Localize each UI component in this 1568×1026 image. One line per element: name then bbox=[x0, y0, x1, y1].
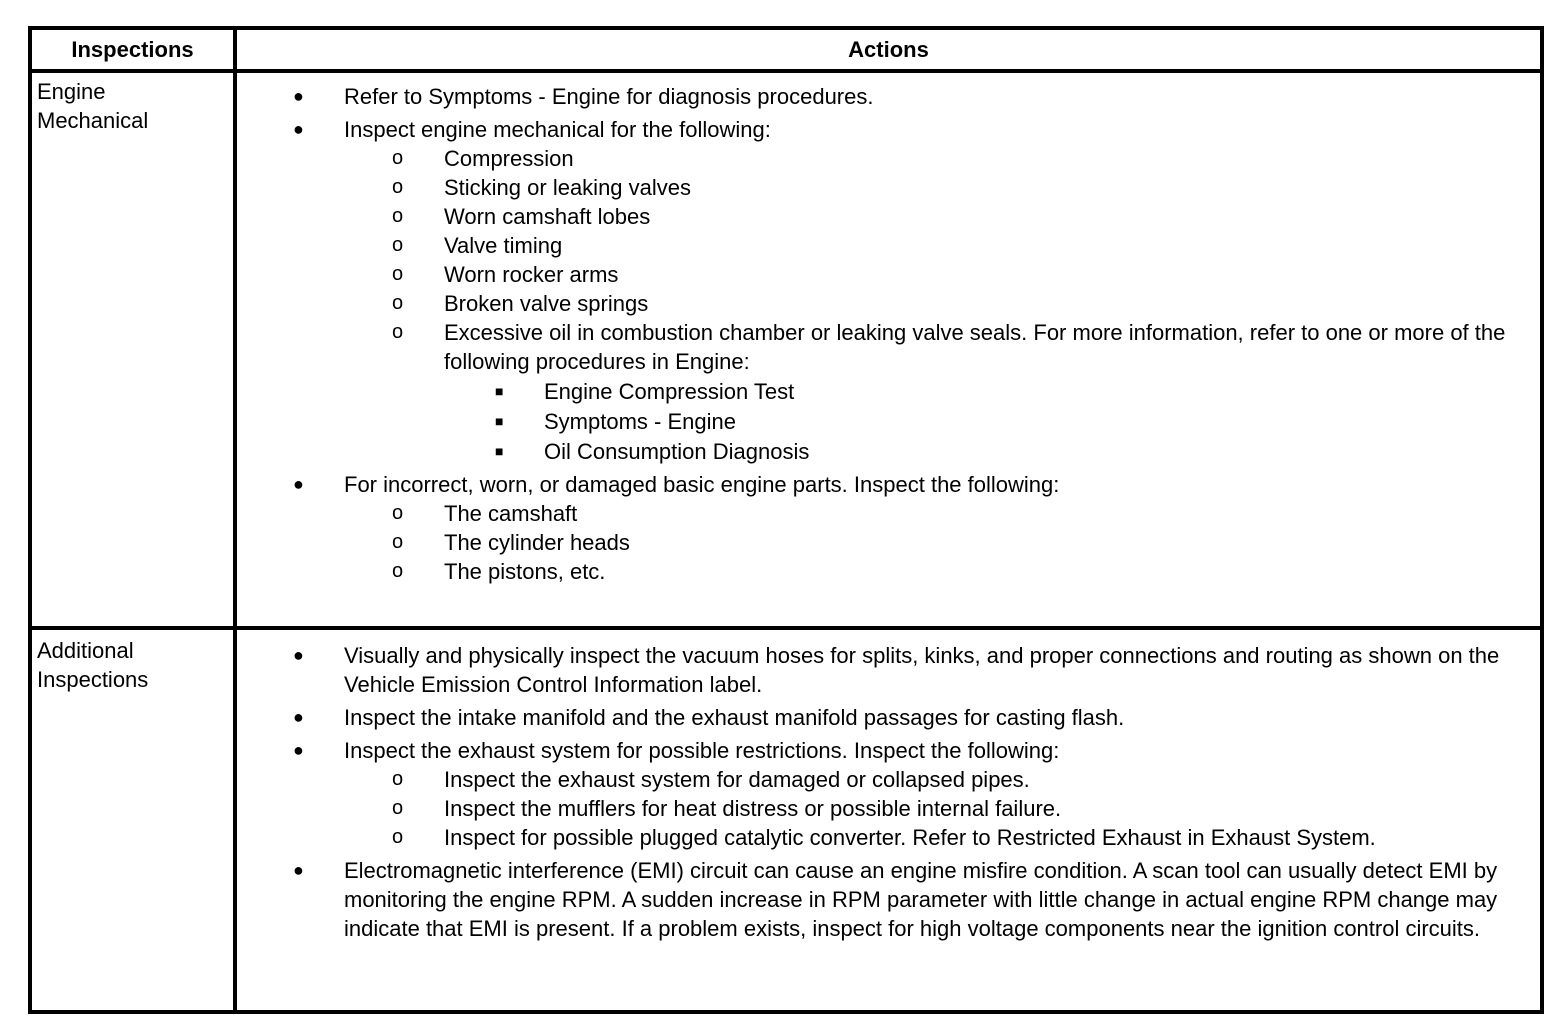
bullet-icon: ● bbox=[293, 119, 304, 139]
actions-engine-mechanical bbox=[237, 82, 1540, 586]
sub-sub-list-item bbox=[237, 437, 1540, 466]
sub-list-item bbox=[237, 528, 1540, 557]
circle-bullet-icon: o bbox=[392, 263, 404, 285]
sub-list-item bbox=[237, 499, 1540, 528]
square-bullet-icon: ■ bbox=[495, 443, 504, 459]
circle-bullet-icon: o bbox=[392, 321, 404, 343]
circle-bullet-icon: o bbox=[392, 234, 404, 256]
inspections-table bbox=[28, 26, 1544, 1014]
sub-list-item-text: Broken valve springs bbox=[444, 291, 649, 316]
sub-list-item bbox=[237, 765, 1540, 794]
sub-list-item-text: Inspect the exhaust system for damaged or collapsed pipes. bbox=[444, 767, 1030, 792]
inspection-label-line: Mechanical bbox=[37, 108, 149, 133]
sub-list-item bbox=[237, 289, 1540, 318]
list-item bbox=[237, 856, 1540, 943]
sub-list-item bbox=[237, 318, 1540, 376]
list-item bbox=[237, 470, 1540, 499]
bullet-icon: ● bbox=[293, 740, 304, 760]
sub-list-item-text: The camshaft bbox=[444, 501, 578, 526]
circle-bullet-icon: o bbox=[392, 205, 404, 227]
sub-sub-list-item-text: Oil Consumption Diagnosis bbox=[544, 439, 810, 464]
sub-sub-list-item bbox=[237, 407, 1540, 436]
sub-list-item-text: Worn camshaft lobes bbox=[444, 204, 651, 229]
sub-list-item-text: Excessive oil in combustion chamber or leaking valve seals. For more information, refer to one or more of the following procedures in Engine: bbox=[444, 320, 1506, 374]
sub-list-item-text: The pistons, etc. bbox=[444, 559, 606, 584]
circle-bullet-icon: o bbox=[392, 531, 404, 553]
sub-list-item bbox=[237, 260, 1540, 289]
list-item bbox=[237, 703, 1540, 732]
sub-list-item-text: Sticking or leaking valves bbox=[444, 175, 692, 200]
bullet-icon: ● bbox=[293, 474, 304, 494]
sub-list-item bbox=[237, 231, 1540, 260]
sub-list-item-text: The cylinder heads bbox=[444, 530, 630, 555]
list-item bbox=[237, 641, 1540, 699]
list-item-text: Refer to Symptoms - Engine for diagnosis procedures. bbox=[344, 84, 874, 109]
inspection-label-engine-mechanical bbox=[37, 77, 227, 135]
sub-list-item-text: Inspect the mufflers for heat distress or possible internal failure. bbox=[444, 796, 1062, 821]
sub-list-item-text: Worn rocker arms bbox=[444, 262, 619, 287]
header-inspections: Inspections bbox=[71, 37, 194, 62]
inspection-label-line: Engine bbox=[37, 79, 106, 104]
sub-list-item-text: Valve timing bbox=[444, 233, 563, 258]
list-item bbox=[237, 82, 1540, 111]
inspection-label-line: Additional bbox=[37, 638, 134, 663]
list-item-text: For incorrect, worn, or damaged basic engine parts. Inspect the following: bbox=[344, 472, 1060, 497]
circle-bullet-icon: o bbox=[392, 292, 404, 314]
square-bullet-icon: ■ bbox=[495, 383, 504, 399]
sub-sub-list-item-text: Symptoms - Engine bbox=[544, 409, 736, 434]
sub-list-item-text: Inspect for possible plugged catalytic converter. Refer to Restricted Exhaust in Exhaust System. bbox=[444, 825, 1376, 850]
circle-bullet-icon: o bbox=[392, 502, 404, 524]
bullet-icon: ● bbox=[293, 645, 304, 665]
list-item-text: Electromagnetic interference (EMI) circuit can cause an engine misfire condition. A scan tool can usually detect EMI by monitoring the engine RPM. A sudden increase in RPM parameter with little change in actual engine RPM change may indicate that EMI is present. If a problem exists, inspect for high voltage components near the ignition control circuits. bbox=[344, 858, 1498, 941]
row-divider bbox=[32, 626, 1540, 630]
list-item bbox=[237, 115, 1540, 144]
inspection-label-line: Inspections bbox=[37, 667, 149, 692]
list-item-text: Visually and physically inspect the vacuum hoses for splits, kinks, and proper connections and routing as shown on the Vehicle Emission Control Information label. bbox=[344, 643, 1500, 697]
sub-list-item bbox=[237, 144, 1540, 173]
bullet-icon: ● bbox=[293, 707, 304, 727]
bullet-icon: ● bbox=[293, 86, 304, 106]
list-item-text: Inspect the intake manifold and the exhaust manifold passages for casting flash. bbox=[344, 705, 1125, 730]
sub-list-item bbox=[237, 557, 1540, 586]
list-item bbox=[237, 736, 1540, 765]
circle-bullet-icon: o bbox=[392, 560, 404, 582]
sub-list-item bbox=[237, 173, 1540, 202]
circle-bullet-icon: o bbox=[392, 826, 404, 848]
list-item-text: Inspect the exhaust system for possible restrictions. Inspect the following: bbox=[344, 738, 1060, 763]
list-item-text: Inspect engine mechanical for the following: bbox=[344, 117, 771, 142]
sub-list-item bbox=[237, 823, 1540, 852]
circle-bullet-icon: o bbox=[392, 768, 404, 790]
header-divider bbox=[32, 69, 1540, 73]
sub-list-item-text: Compression bbox=[444, 146, 574, 171]
bullet-icon: ● bbox=[293, 860, 304, 880]
header-actions: Actions bbox=[848, 37, 929, 62]
circle-bullet-icon: o bbox=[392, 147, 404, 169]
sub-sub-list-item bbox=[237, 377, 1540, 406]
circle-bullet-icon: o bbox=[392, 797, 404, 819]
square-bullet-icon: ■ bbox=[495, 413, 504, 429]
circle-bullet-icon: o bbox=[392, 176, 404, 198]
sub-list-item bbox=[237, 794, 1540, 823]
actions-additional-inspections bbox=[237, 641, 1540, 943]
inspection-label-additional-inspections bbox=[37, 636, 227, 694]
sub-sub-list-item-text: Engine Compression Test bbox=[544, 379, 795, 404]
sub-list-item bbox=[237, 202, 1540, 231]
